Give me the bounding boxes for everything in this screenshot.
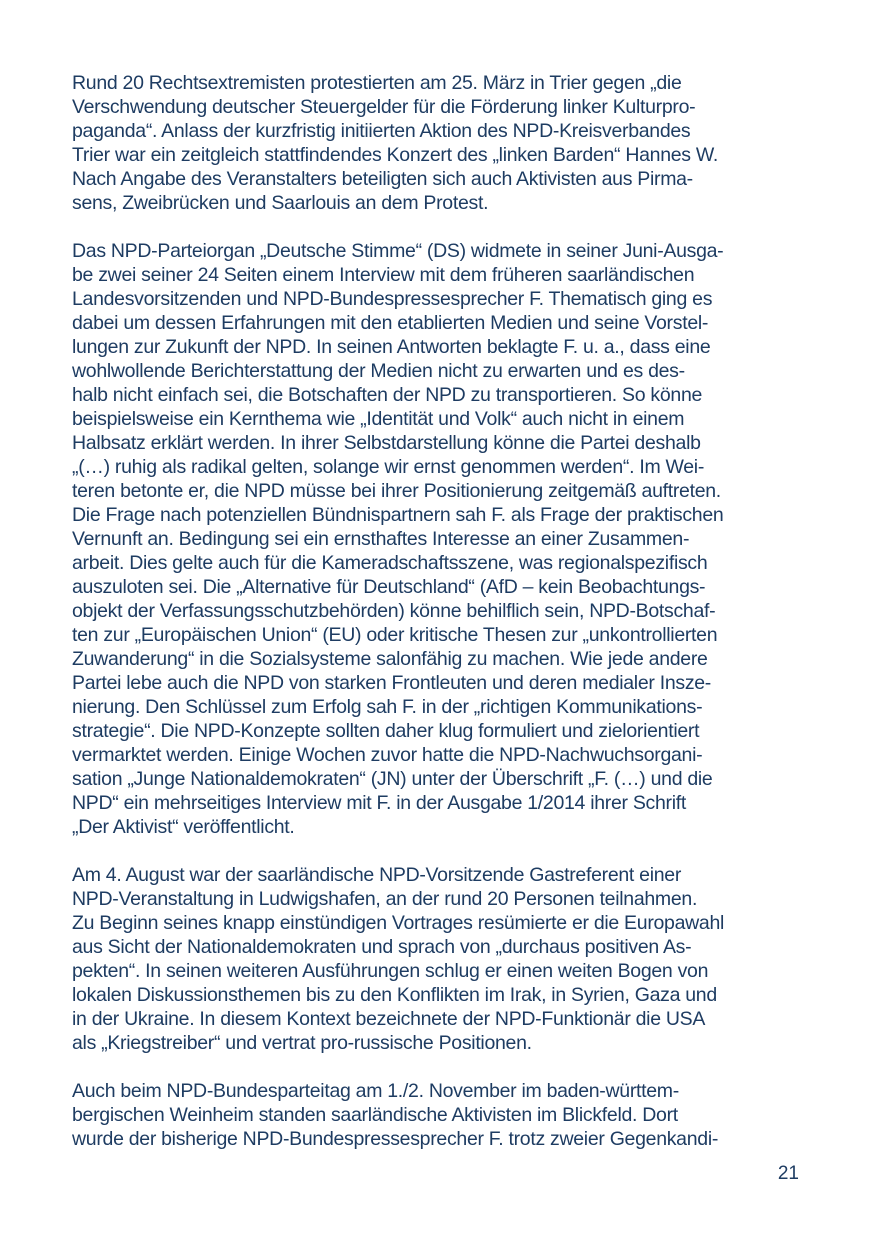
text-line: Partei lebe auch die NPD von starken Frontleuten und deren medialer Insze- [72, 672, 712, 694]
text-line: paganda“. Anlass der kurzfristig initiierten Aktion des NPD-Kreisverbandes [72, 120, 691, 142]
text-line: beispielsweise ein Kernthema wie „Identität und Volk“ auch nicht in einem [72, 408, 685, 430]
text-line: Nach Angabe des Veranstalters beteiligten sich auch Aktivisten aus Pirma- [72, 168, 693, 190]
paragraph [72, 71, 808, 215]
text-line: Landesvorsitzenden und NPD-Bundespressesprecher F. Thematisch ging es [72, 288, 713, 310]
text-line: arbeit. Dies gelte auch für die Kameradschaftsszene, was regionalspezifisch [72, 552, 708, 574]
text-line: „Der Aktivist“ veröffentlicht. [72, 816, 295, 838]
paragraph [72, 1079, 808, 1151]
text-line: Zuwanderung“ in die Sozialsysteme salonfähig zu machen. Wie jede andere [72, 648, 708, 670]
text-line: halb nicht einfach sei, die Botschaften der NPD zu transportieren. So könne [72, 384, 703, 406]
text-line: bergischen Weinheim standen saarländische Aktivisten im Blickfeld. Dort [72, 1104, 678, 1126]
text-line: Verschwendung deutscher Steuergelder für die Förderung linker Kulturpro- [72, 96, 696, 118]
text-line: nierung. Den Schlüssel zum Erfolg sah F. in der „richtigen Kommunikations- [72, 696, 703, 718]
text-line: pekten“. In seinen weiteren Ausführungen schlug er einen weiten Bogen von [72, 960, 709, 982]
text-line: strategie“. Die NPD-Konzepte sollten daher klug formuliert und zielorientiert [72, 720, 700, 742]
text-line: sens, Zweibrücken und Saarlouis an dem Protest. [72, 192, 489, 214]
text-line: auszuloten sei. Die „Alternative für Deutschland“ (AfD – kein Beobachtungs- [72, 576, 706, 598]
text-line: als „Kriegstreiber“ und vertrat pro-russische Positionen. [72, 1032, 532, 1054]
text-line: be zwei seiner 24 Seiten einem Interview mit dem früheren saarländischen [72, 264, 695, 286]
text-line: wohlwollende Berichterstattung der Medien nicht zu erwarten und es des- [72, 360, 685, 382]
document-body [72, 71, 808, 1175]
text-line: lungen zur Zukunft der NPD. In seinen Antworten beklagte F. u. a., dass eine [72, 336, 711, 358]
text-line: vermarktet werden. Einige Wochen zuvor hatte die NPD-Nachwuchsorgani- [72, 744, 703, 766]
text-line: Vernunft an. Bedingung sei ein ernsthaftes Interesse an einer Zusammen- [72, 528, 690, 550]
text-line: Das NPD-Parteiorgan „Deutsche Stimme“ (DS) widmete in seiner Juni-Ausga- [72, 240, 724, 262]
text-line: Zu Beginn seines knapp einstündigen Vortrages resümierte er die Europawahl [72, 912, 725, 934]
text-line: aus Sicht der Nationaldemokraten und sprach von „durchaus positiven As- [72, 936, 692, 958]
text-line: in der Ukraine. In diesem Kontext bezeichnete der NPD-Funktionär die USA [72, 1008, 706, 1030]
text-line: Rund 20 Rechtsextremisten protestierten am 25. März in Trier gegen „die [72, 72, 682, 94]
text-line: Auch beim NPD-Bundesparteitag am 1./2. November im baden-württem- [72, 1080, 679, 1102]
page-number: 21 [777, 1163, 799, 1184]
text-line: teren betonte er, die NPD müsse bei ihrer Positionierung zeitgemäß auftreten. [72, 480, 721, 502]
text-line: Halbsatz erklärt werden. In ihrer Selbstdarstellung könne die Partei deshalb [72, 432, 701, 454]
text-line: Trier war ein zeitgleich stattfindendes Konzert des „linken Barden“ Hannes W. [72, 144, 719, 166]
text-line: „(…) ruhig als radikal gelten, solange wir ernst genommen werden“. Im Wei- [72, 456, 705, 478]
text-line: sation „Junge Nationaldemokraten“ (JN) unter der Überschrift „F. (…) und die [72, 768, 713, 790]
paragraph [72, 863, 808, 1055]
text-line: ten zur „Europäischen Union“ (EU) oder kritische Thesen zur „unkontrollierten [72, 624, 718, 646]
text-line: Die Frage nach potenziellen Bündnispartnern sah F. als Frage der praktischen [72, 504, 724, 526]
text-line: lokalen Diskussionsthemen bis zu den Konflikten im Irak, in Syrien, Gaza und [72, 984, 717, 1006]
text-line: Am 4. August war der saarländische NPD-Vorsitzende Gastreferent einer [72, 864, 682, 886]
text-line: NPD“ ein mehrseitiges Interview mit F. in der Ausgabe 1/2014 ihrer Schrift [72, 792, 686, 814]
text-line: NPD-Veranstaltung in Ludwigshafen, an der rund 20 Personen teilnahmen. [72, 888, 698, 910]
text-line: dabei um dessen Erfahrungen mit den etablierten Medien und seine Vorstel- [72, 312, 709, 334]
text-line: objekt der Verfassungsschutzbehörden) könne behilflich sein, NPD-Botschaf- [72, 600, 716, 622]
text-line: wurde der bisherige NPD-Bundespressesprecher F. trotz zweier Gegenkandi- [72, 1128, 719, 1150]
paragraph [72, 239, 808, 839]
